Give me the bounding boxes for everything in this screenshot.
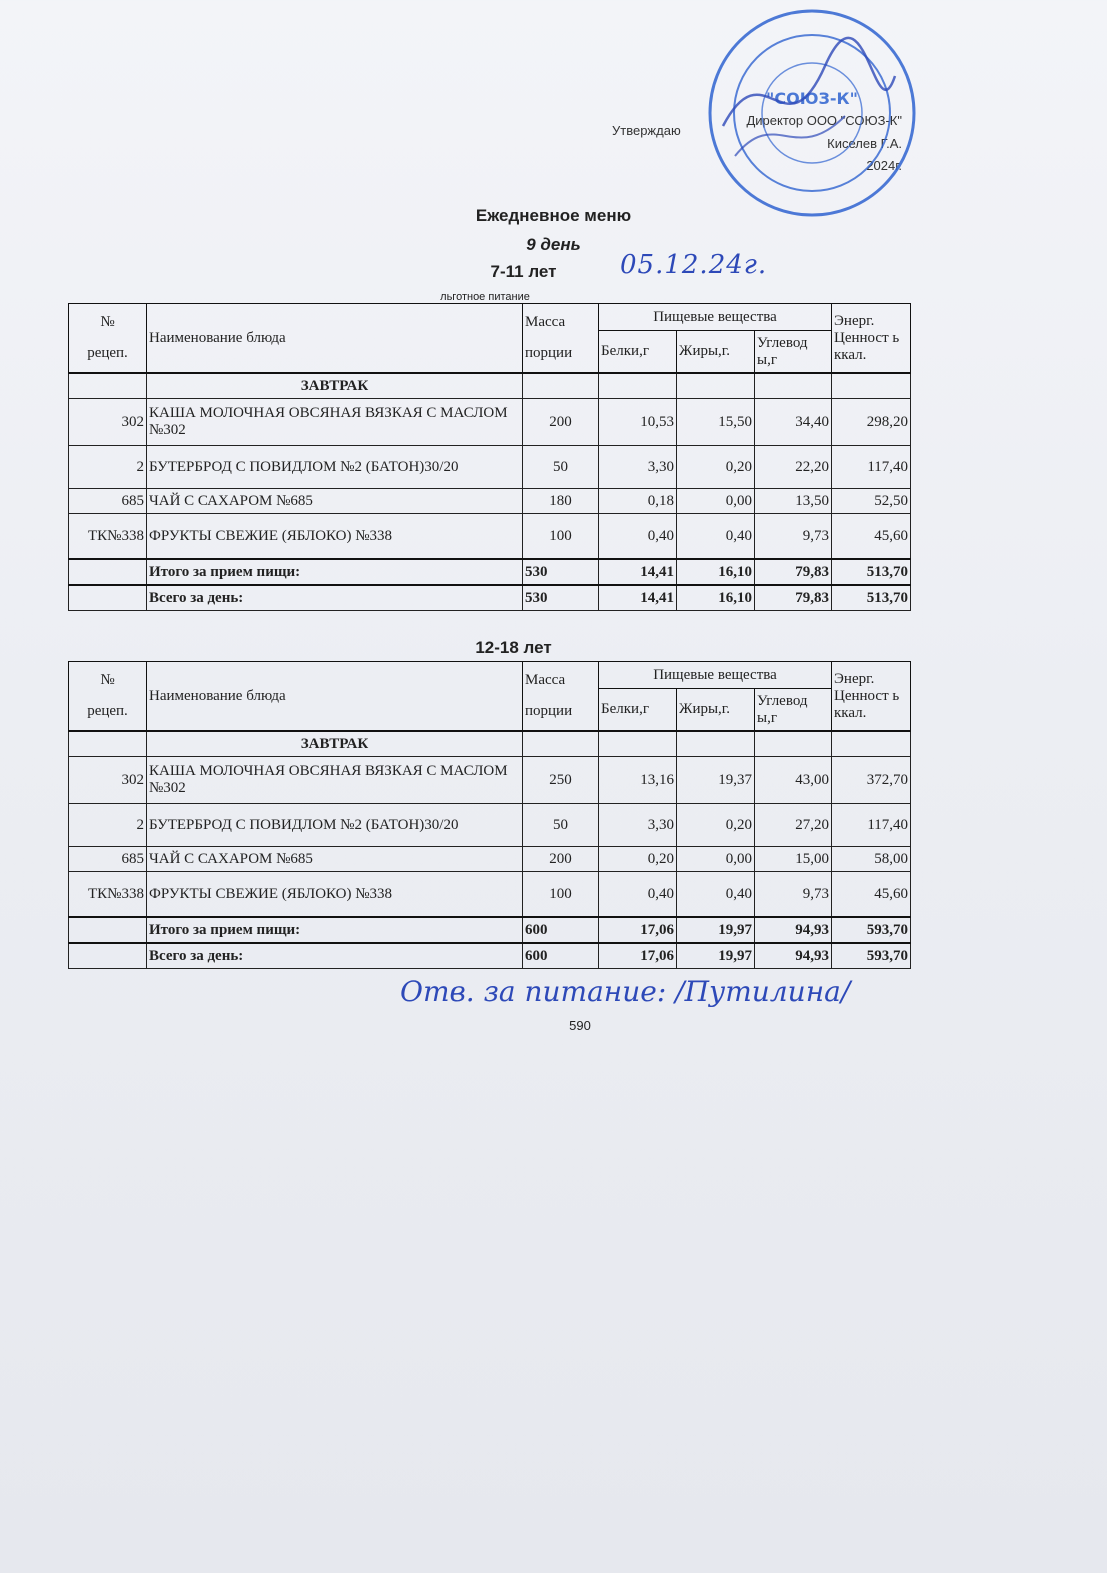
- approval-year: 2024г.: [866, 158, 902, 173]
- header-fats: Жиры,г.: [677, 331, 755, 373]
- header-mass: Масса порции: [523, 304, 599, 374]
- page-number: 590: [569, 1018, 591, 1033]
- age-group-1: 7-11 лет: [490, 262, 557, 281]
- header-recipe-no: № рецеп.: [69, 304, 147, 374]
- menu-table-2: [68, 661, 911, 969]
- day-total-row: Всего за день: 600 17,06 19,97 94,93 593,70: [69, 943, 911, 969]
- table-row: 685 ЧАЙ С САХАРОМ №685 180 0,18 0,00 13,50 52,50: [69, 489, 911, 514]
- meal-total-row: Итого за прием пищи: 530 14,41 16,10 79,83 513,70: [69, 559, 911, 585]
- menu-day: 9 день: [526, 235, 581, 254]
- company-stamp: [705, 6, 919, 220]
- header-proteins: Белки,г: [599, 331, 677, 373]
- handwritten-date: 05.12.24г.: [620, 250, 768, 280]
- menu-table-1: [68, 303, 911, 611]
- header-energy: Энерг. Ценност ь ккал.: [832, 304, 911, 374]
- table-row: ТК№338 ФРУКТЫ СВЕЖИЕ (ЯБЛОКО) №338 100 0,40 0,40 9,73 45,60: [69, 872, 911, 918]
- svg-text:"СОЮЗ-К": "СОЮЗ-К": [766, 89, 858, 108]
- section-breakfast: ЗАВТРАК: [147, 731, 523, 757]
- table-row: ТК№338 ФРУКТЫ СВЕЖИЕ (ЯБЛОКО) №338 100 0,40 0,40 9,73 45,60: [69, 514, 911, 560]
- approval-label: Утверждаю: [612, 123, 681, 138]
- table-row: 302 КАША МОЛОЧНАЯ ОВСЯНАЯ ВЯЗКАЯ С МАСЛОМ №302 200 10,53 15,50 34,40 298,20: [69, 399, 911, 446]
- table-row: 2 БУТЕРБРОД С ПОВИДЛОМ №2 (БАТОН)30/20 50 3,30 0,20 27,20 117,40: [69, 804, 911, 847]
- header-fats: Жиры,г.: [677, 689, 755, 731]
- table-row: 685 ЧАЙ С САХАРОМ №685 200 0,20 0,00 15,00 58,00: [69, 847, 911, 872]
- approval-name: Киселев Г.А.: [827, 136, 902, 151]
- approval-position: Директор ООО "СОЮЗ-К": [746, 113, 902, 128]
- header-proteins: Белки,г: [599, 689, 677, 731]
- subtitle: льготное питание: [440, 291, 530, 303]
- header-recipe-no: № рецеп.: [69, 662, 147, 732]
- header-nutrients: Пищевые вещества: [599, 304, 832, 331]
- header-carbs: Углевод ы,г: [755, 689, 832, 731]
- age-group-2: 12-18 лет: [475, 638, 552, 657]
- section-breakfast: ЗАВТРАК: [147, 373, 523, 399]
- table-row: 302 КАША МОЛОЧНАЯ ОВСЯНАЯ ВЯЗКАЯ С МАСЛОМ №302 250 13,16 19,37 43,00 372,70: [69, 757, 911, 804]
- header-nutrients: Пищевые вещества: [599, 662, 832, 689]
- menu-title: Ежедневное меню: [475, 206, 632, 225]
- header-carbs: Углевод ы,г: [755, 331, 832, 373]
- header-energy: Энерг. Ценност ь ккал.: [832, 662, 911, 732]
- header-dish-name: Наименование блюда: [147, 304, 523, 374]
- meal-total-row: Итого за прием пищи: 600 17,06 19,97 94,93 593,70: [69, 917, 911, 943]
- handwritten-signature-note: Отв. за питание: /Путилина/: [400, 975, 851, 1008]
- day-total-row: Всего за день: 530 14,41 16,10 79,83 513,70: [69, 585, 911, 611]
- header-mass: Масса порции: [523, 662, 599, 732]
- header-dish-name: Наименование блюда: [147, 662, 523, 732]
- table-row: 2 БУТЕРБРОД С ПОВИДЛОМ №2 (БАТОН)30/20 50 3,30 0,20 22,20 117,40: [69, 446, 911, 489]
